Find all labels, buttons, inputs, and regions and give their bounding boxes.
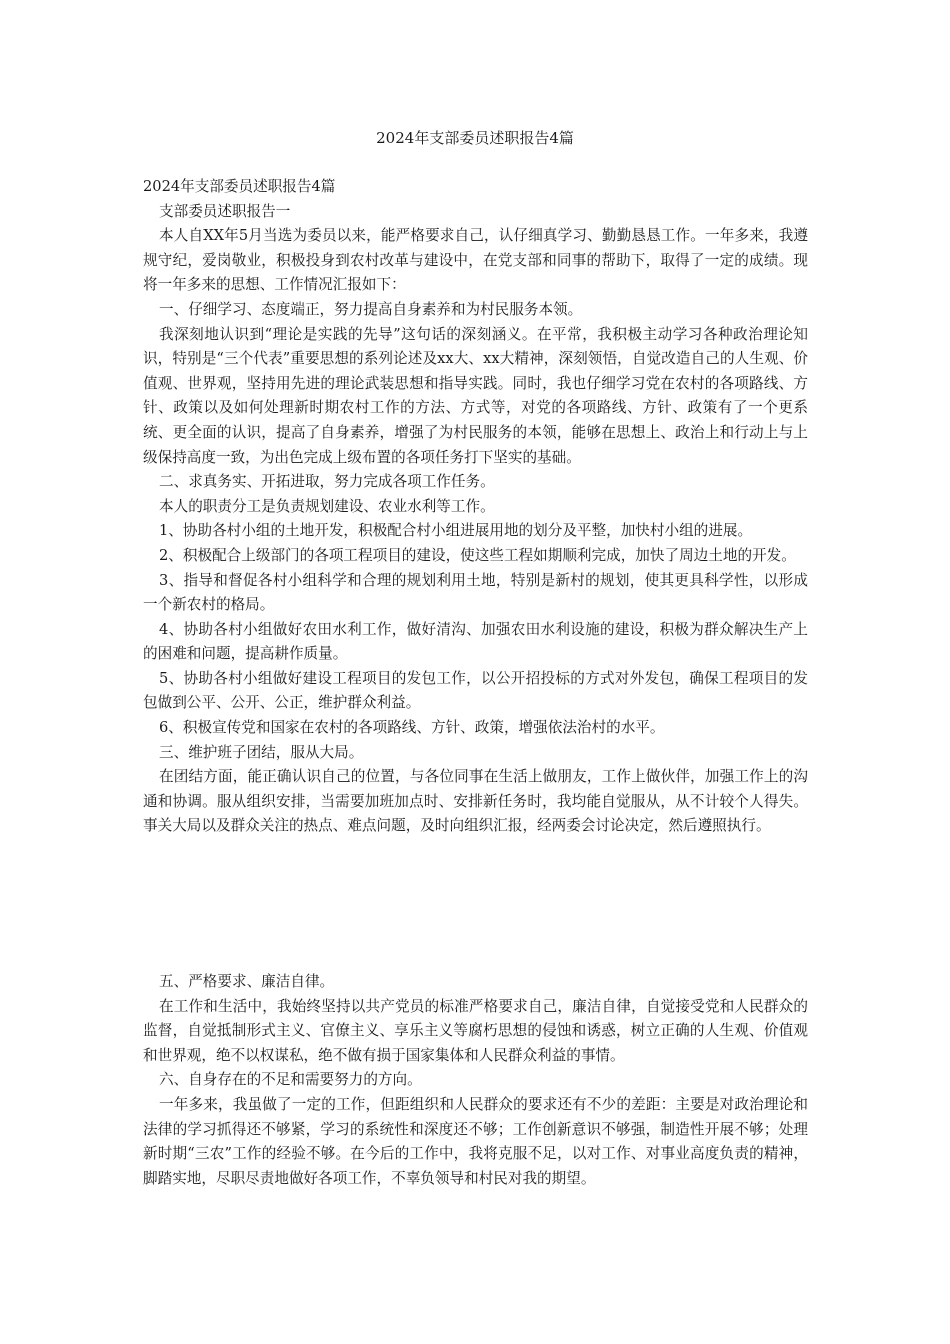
paragraph: 2024年支部委员述职报告4篇 [143, 178, 336, 195]
paragraph: 一年多来，我虽做了一定的工作，但距组织和人民群众的要求还有不少的差距：主要是对政治理论和法律的学习抓得还不够紧，学习的系统性和深度还不够；工作创新意识不够强，制造性开展不够；处理新时期“三农”工作的经验不够。在今后的工作中，我将克服不足，以对工作、对事业高度负责的精神，脚踏实地，尽职尽责地做好各项工作，不辜负领导和村民对我的期望。 [143, 1095, 808, 1187]
paragraph: 在工作和生活中，我始终坚持以共产党员的标准严格要求自己，廉洁自律，自觉接受党和人民群众的监督，自觉抵制形式主义、官僚主义、享乐主义等腐朽思想的侵蚀和诱惑，树立正确的人生观、价值观和世界观，绝不以权谋私，绝不做有损于国家集体和人民群众利益的事情。 [143, 997, 808, 1064]
paragraph: 5、协助各村小组做好建设工程项目的发包工作，以公开招投标的方式对外发包，确保工程项目的发包做到公平、公开、公正，维护群众利益。 [143, 669, 808, 712]
paragraph: 一、仔细学习、态度端正，努力提高自身素养和为村民服务本领。 [159, 300, 583, 318]
paragraph: 在团结方面，能正确认识自己的位置，与各位同事在生活上做朋友，工作上做伙伴，加强工作上的沟通和协调。服从组织安排，当需要加班加点时、安排新任务时，我均能自觉服从，从不计较个人得失。事关大局以及群众关注的热点、难点问题，及时向组织汇报，经两委会讨论决定，然后遵照执行。 [143, 768, 808, 835]
paragraph: 支部委员述职报告一 [159, 202, 291, 220]
document-body-part-2 [143, 970, 808, 1191]
paragraph: 我深刻地认识到“理论是实践的先导”这句话的深刻涵义。在平常，我积极主动学习各种政治理论知识，特别是“三个代表”重要思想的系列论述及xx大、xx大精神，深刻领悟，自觉改造自己的人生观、价值观、世界观，坚持用先进的理论武装思想和指导实践。同时，我也仔细学习党在农村的各项路线、方针、政策以及如何处理新时期农村工作的方法、方式等，对党的各项路线、方针、政策有了一个更系统、更全面的认识，提高了自身素养，增强了为村民服务的本领，能够在思想上、政治上和行动上与上级保持高度一致，为出色完成上级布置的各项任务打下坚实的基础。 [143, 325, 808, 466]
paragraph: 六、自身存在的不足和需要努力的方向。 [159, 1071, 422, 1089]
document-body-part-1 [143, 175, 808, 839]
paragraph: 五、严格要求、廉洁自律。 [159, 973, 335, 990]
paragraph: 6、积极宣传党和国家在农村的各项路线、方针、政策，增强依法治村的水平。 [159, 719, 665, 737]
paragraph: 三、维护班子团结，服从大局。 [159, 743, 364, 761]
paragraph: 本人自XX年5月当选为委员以来，能严格要求自己，认仔细真学习、勤勤恳恳工作。一年多来，我遵规守纪，爱岗敬业，积极投身到农村改革与建设中，在党支部和同事的帮助下，取得了一定的成绩。现将一年多来的思想、工作情况汇报如下： [143, 227, 808, 294]
paragraph: 4、协助各村小组做好农田水利工作，做好清沟、加强农田水利设施的建设，积极为群众解决生产上的困难和问题，提高耕作质量。 [143, 620, 808, 663]
document-title: 2024年支部委员述职报告4篇 [376, 129, 574, 147]
paragraph: 二、求真务实、开拓进取，努力完成各项工作任务。 [159, 473, 495, 491]
paragraph: 2、积极配合上级部门的各项工程项目的建设，使这些工程如期顺利完成，加快了周边土地的开发。 [159, 546, 796, 564]
paragraph: 3、指导和督促各村小组科学和合理的规划利用土地，特别是新村的规划，使其更具科学性，以形成一个新农村的格局。 [143, 571, 808, 614]
paragraph: 1、协助各村小组的土地开发，积极配合村小组进展用地的划分及平整，加快村小组的进展。 [159, 522, 753, 540]
paragraph: 本人的职责分工是负责规划建设、农业水利等工作。 [159, 497, 495, 515]
